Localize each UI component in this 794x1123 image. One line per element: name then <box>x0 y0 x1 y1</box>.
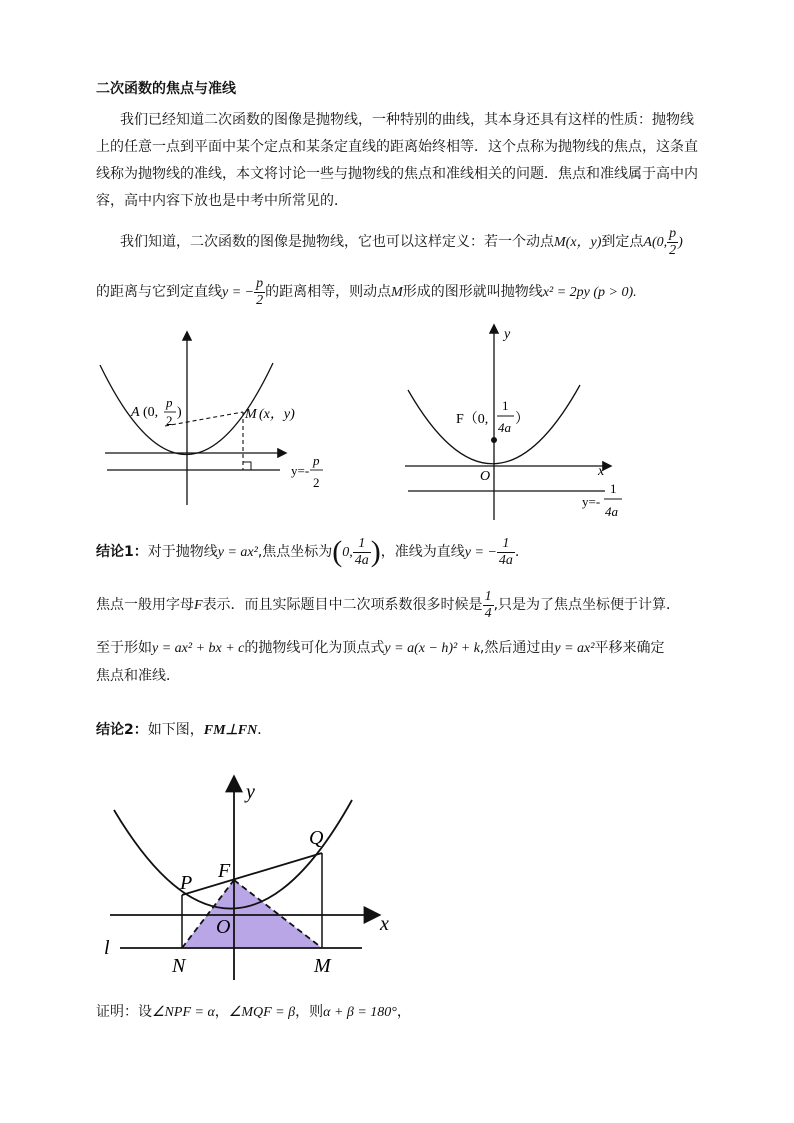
label-directrix: y=- <box>291 463 310 478</box>
label-directrix-den: 4a <box>605 504 618 519</box>
page-title: 二次函数的焦点与准线 <box>96 81 236 97</box>
frac-1-4a: $\frac{1}{4a}$ <box>354 535 369 568</box>
label-a-close: ) <box>177 405 182 420</box>
para1-line2: 上的任意一点到平面中某个定点和某条定直线的距离始终相等．这个点称为抛物线的焦点，这条直 <box>96 139 698 155</box>
focus-note: 焦点一般用字母F表示．而且实际题目中二次项系数很多时候是 $\frac{1}{4}$ ,只是为了焦点坐标便于计算． <box>96 588 681 621</box>
label-directrix-p: p <box>313 453 320 468</box>
para2-line2: 的距离与它到定直线y = − $\frac{p}{2}$ 的距离相等，则动点M形成的图形就叫抛物线x² = 2py (p > 0). <box>96 275 637 308</box>
label-f: F（0, <box>456 412 489 427</box>
label-q: Q <box>309 827 324 849</box>
label-a: A <box>131 405 140 420</box>
para2-text-d: 的距离相等，则动点 <box>265 284 392 300</box>
conclusion-1: 结论1：对于抛物线y = ax²,焦点坐标为(0, $\frac{1}{4a}$ )，准线为直线y = − $\frac{1}{4a}$ . <box>96 535 520 568</box>
label-m: M <box>314 955 331 977</box>
para2-line1: 我们知道，二次函数的图像是抛物线，它也可以这样定义：若一个动点M(x，y)到定点A(0, $\frac{p}{2}$ ) <box>120 225 683 258</box>
label-m: M <box>245 407 257 422</box>
shift-note-line1: 至于形如y = ax² + bx + c的抛物线可化为顶点式y = a(x − h)² + k,然后通过由y = ax²平移来确定 <box>96 640 665 656</box>
label-a-coord: (0, <box>143 405 159 420</box>
label-y-axis: y <box>504 327 511 342</box>
frac-1-4a-b: $\frac{1}{4a}$ <box>498 535 513 568</box>
para1-line3: 线称为抛物线的准线，本文将讨论一些与抛物线的焦点和准线相关的问题．焦点和准线属于高中内 <box>96 166 698 182</box>
conclusion-1-label: 结论1： <box>96 544 148 560</box>
label-origin: O <box>480 469 491 484</box>
right-angle-mark <box>243 462 251 470</box>
label-x-axis: x <box>380 913 389 935</box>
label-p: P <box>180 872 193 894</box>
para2-text-e: 形成的图形就叫抛物线 <box>402 284 543 300</box>
label-a-2: 2 <box>166 413 173 428</box>
frac-p-2-b: $\frac{p}{2}$ <box>256 275 264 308</box>
para1-line1: 我们已经知道二次函数的图像是抛物线，一种特别的曲线，其本身还具有这样的性质：抛物线 <box>120 112 694 128</box>
proof-line: 证明：设∠NPF = α，∠MQF = β，则α + β = 180°， <box>96 1004 411 1020</box>
para1-line4: 容，高中内容下放也是中考中所常见的． <box>96 193 348 209</box>
label-l: l <box>104 937 110 959</box>
conclusion-2: 结论2：如下图，FM⊥FN． <box>96 722 272 738</box>
label-y-axis: y <box>246 781 255 803</box>
point-m: M(x，y) <box>554 235 602 250</box>
label-directrix-num: 1 <box>610 481 617 496</box>
figure-2 <box>400 320 660 525</box>
directrix-eq: y = − <box>222 285 255 300</box>
focus-point <box>491 437 497 443</box>
label-f-close: ） <box>515 412 529 427</box>
figure-1 <box>95 325 355 505</box>
conclusion-1-eq: y = ax² <box>217 545 258 560</box>
point-a: A(0, <box>643 235 668 250</box>
para2-text-a: 我们知道，二次函数的图像是抛物线，它也可以这样定义：若一个动点 <box>120 234 554 250</box>
label-origin: O <box>216 916 231 938</box>
para2-text-c: 的距离与它到定直线 <box>96 284 222 300</box>
shift-note-line2: 焦点和准线． <box>96 668 180 684</box>
para2-text-b: 到定点 <box>601 234 644 250</box>
label-m-coord: (x，y) <box>259 407 295 422</box>
label-f: F <box>218 860 231 882</box>
frac-p-2: $\frac{p}{2}$ <box>669 225 677 258</box>
frac-1-4: $\frac{1}{4}$ <box>484 588 492 621</box>
shaded-triangle <box>182 880 322 948</box>
label-f-den: 4a <box>498 420 511 435</box>
label-directrix-2: 2 <box>313 475 320 490</box>
figure-3 <box>100 772 400 982</box>
label-a-p: p <box>166 395 173 410</box>
chord-pq <box>182 853 322 895</box>
label-f-num: 1 <box>502 398 509 413</box>
parabola-eq: x² = 2py (p > 0). <box>542 285 637 300</box>
label-n: N <box>172 955 186 977</box>
label-directrix: y=- <box>582 494 601 509</box>
label-x-axis: x <box>598 464 605 479</box>
